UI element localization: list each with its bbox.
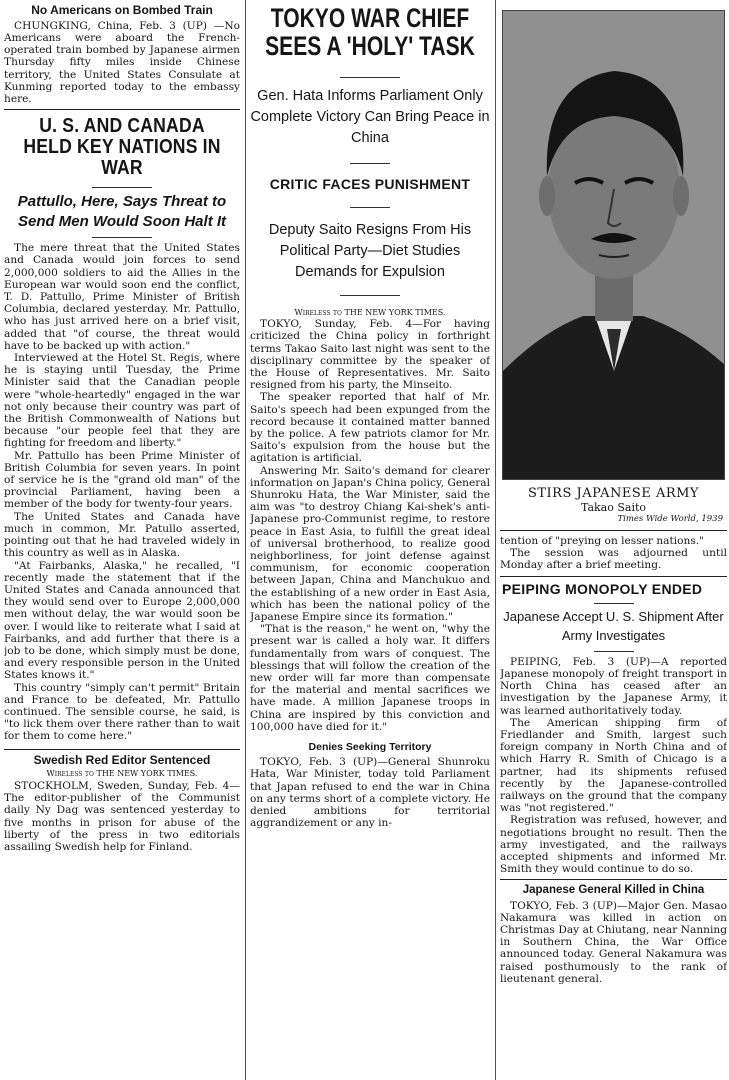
article-general: [500, 900, 727, 985]
article-territory: [250, 756, 490, 829]
headline-swedish: Swedish Red Editor Sentenced: [33, 752, 211, 767]
paragraph: "That is the reason," he went on, "why the present war is called a holy war. It differs fundamentally from wars of conquest. The blessings that will follow the creation of the new order will far more than compensate for the material and mental sacrifices we have made. A million Japanese troops in China are inspired by this conviction and 100,000 have died for it.": [250, 623, 490, 733]
paragraph: "At Fairbanks, Alaska," he recalled, "I recently made the statement that if the United States and Canada announced that they would send over to Europe 2,000,000 men without delay, the war would soon be over. I would like to reiterate what I said at Fairbanks, and add further that there is a job to be done, which simply must be done, and every responsible person in the United States knows it.": [4, 559, 240, 682]
paragraph: TOKYO, Feb. 3 (UP)—General Shunroku Hata, War Minister, today told Parliament that Japan refused to end the war in China on any terms short of a complete victory. He denied ambitions for territorial aggrandizement or any in-: [250, 756, 490, 830]
paragraph: This country "simply can't permit" Britain and France to be defeated, Mr. Pattullo continued. The sensible course, he said, is "to lick them over there rather than to wait for them to come here.": [4, 681, 240, 743]
article-peiping: [500, 656, 727, 876]
paragraph: TOKYO, Sunday, Feb. 4—For having criticized the China policy in forthright terms Takao Saito last night was sent to the disciplinary committee by the speaker of the House of Representatives. Mr. Saito resigned from his party, the Minseito.: [250, 318, 490, 392]
article-tokyo-continued: [500, 535, 727, 572]
rule: [350, 163, 390, 164]
headline-tokyo-line1: TOKYO WAR CHIEF: [270, 3, 470, 33]
photo-credit: Times Wide World, 1939: [617, 514, 723, 524]
deck-peiping: Japanese Accept U. S. Shipment After Army Investigates: [503, 609, 724, 643]
headline-peiping: PEIPING MONOPOLY ENDED: [502, 580, 703, 597]
deck-saito: Deputy Saito Resigns From His Political Party—Diet Studies Demands for Expulsion: [268, 221, 472, 280]
headline-train: No Americans on Bombed Train: [31, 3, 213, 17]
rule: [350, 207, 390, 208]
column-divider: [495, 0, 496, 1080]
portrait-illustration: [503, 11, 725, 480]
paragraph: The session was adjourned until Monday after a brief meeting.: [500, 547, 727, 572]
deck-canada: Pattullo, Here, Says Threat to Send Men Would Soon Halt It: [17, 193, 227, 230]
deck-tokyo: Gen. Hata Informs Parliament Only Complete Victory Can Bring Peace in China: [250, 87, 490, 146]
section-rule: [4, 749, 240, 750]
section-rule: [500, 576, 727, 577]
rule: [594, 603, 634, 604]
rule: [340, 77, 400, 78]
credit-swedish: Wireless to THE NEW YORK TIMES.: [46, 769, 198, 779]
paragraph: The United States and Canada have much in common, Mr. Patullo asserted, pointing out that he had traveled widely in this country as well as in Alaska.: [4, 510, 240, 560]
paragraph: CHUNGKING, China, Feb. 3 (UP) —No Americans were aboard the French-operated train bombed by Japanese airmen Thursday fifty miles inside Chinese territory, the United States Consulate at Kunming reported today to the embassy here.: [4, 19, 240, 106]
photo-takao-saito: [502, 10, 725, 480]
rule: [92, 187, 152, 188]
rule: [594, 651, 634, 652]
article-train: [4, 20, 240, 105]
credit-tokyo: Wireless to THE NEW YORK TIMES.: [294, 307, 446, 317]
column-left: [4, 0, 240, 1078]
paragraph: Interviewed at the Hotel St. Regis, where he is staying until Tuesday, the Prime Minister said that the Canadian people were "whole-heartedly" engaged in the war not only because their country was part of the British Commonwealth of Nations but because "our people feel that they are fighting for freedom and liberty.": [4, 352, 240, 450]
paragraph: TOKYO, Feb. 3 (UP)—Major Gen. Masao Nakamura was killed in action on Christmas Day at Chiutang, near Nanning in Southern China, the War Office announced today. General Nakamura was raised posthumously to the rank of lieutenant general.: [500, 899, 727, 985]
subhead-critic: CRITIC FACES PUNISHMENT: [269, 175, 471, 192]
article-swedish: [4, 780, 240, 853]
paragraph: The speaker reported that half of Mr. Saito's speech had been expunged from the record because it contained matter banned by the police. A few patriots clamor for Mr. Saito's expulsion from the house but the agitation is artificial.: [250, 391, 490, 465]
section-rule: [500, 530, 727, 531]
article-canada: [4, 242, 240, 742]
paragraph: Mr. Pattullo has been Prime Minister of British Columbia for seven years. In point of service he is the "grand old man" of the provincial Parliament, having been a member of the body for twenty-four years.: [4, 449, 240, 511]
column-middle: [250, 0, 490, 1078]
photo-caption: STIRS JAPANESE ARMY: [527, 486, 700, 501]
rule: [340, 295, 400, 296]
section-rule: [4, 109, 240, 110]
paragraph: tention of "preying on lesser nations.": [500, 535, 705, 547]
paragraph: The mere threat that the United States and Canada would join forces to send 2,000,000 soldiers to aid the Allies in the European war would soon end the conflict, T. D. Pattullo, Prime Minister of British Columbia, declared yesterday. Mr. Pattullo, who has just arrived here on a brief visit, added that "of course, the threat would have to be backed up with action.": [4, 242, 240, 352]
column-divider: [245, 0, 246, 1080]
paragraph: Answering Mr. Saito's demand for clearer information on Japan's China policy, General Shunroku Hata, the War Minister, said the aim was "to destroy Chiang Kai-shek's anti-Japanese pro-Communist regime, to restore peace in East Asia, to fulfill the great ideal of universal brotherhood, to realize good neighborliness, for joint defense against communism, for economic cooperation between Japan, China and Manchukuo and the establishing of a new order in East Asia, which has been the national policy of the Japanese Empire since its formation.": [250, 464, 490, 624]
section-rule: [500, 879, 727, 880]
paragraph: STOCKHOLM, Sweden, Sunday, Feb. 4—The editor-publisher of the Communist daily Ny Dag was sentenced yesterday to five months in prison for abuse of the liberty of the press in two editorials assailing Swedish help for Finland.: [4, 779, 240, 853]
article-tokyo: [250, 318, 490, 733]
column-right: [500, 0, 727, 1078]
headline-tokyo-line2: SEES A 'HOLY' TASK: [265, 31, 475, 62]
headline-canada: U. S. AND CANADA HELD KEY NATIONS IN WAR: [23, 115, 221, 180]
subhead-territory: Denies Seeking Territory: [308, 741, 432, 754]
photo-subject-name: Takao Saito: [580, 501, 647, 514]
paragraph: PEIPING, Feb. 3 (UP)—A reported Japanese monopoly of freight transport in North China has ceased after an investigation by the Japanese Army, it was learned authoritatively today.: [500, 655, 727, 717]
paragraph: Registration was refused, however, and negotiations brought no result. Then the army investigated, and the railways accepted shipments and informed Mr. Smith they would continue to do so.: [500, 814, 727, 876]
headline-general: Japanese General Killed in China: [522, 884, 705, 897]
paragraph: The American shipping firm of Friedlander and Smith, largest such foreign company in North China and of which Harry R. Smith of Chicago is a partner, had its shipments refused recently by the Japanese-controlled railways on the ground that the company was "not registered.": [500, 716, 727, 815]
rule: [92, 237, 152, 238]
